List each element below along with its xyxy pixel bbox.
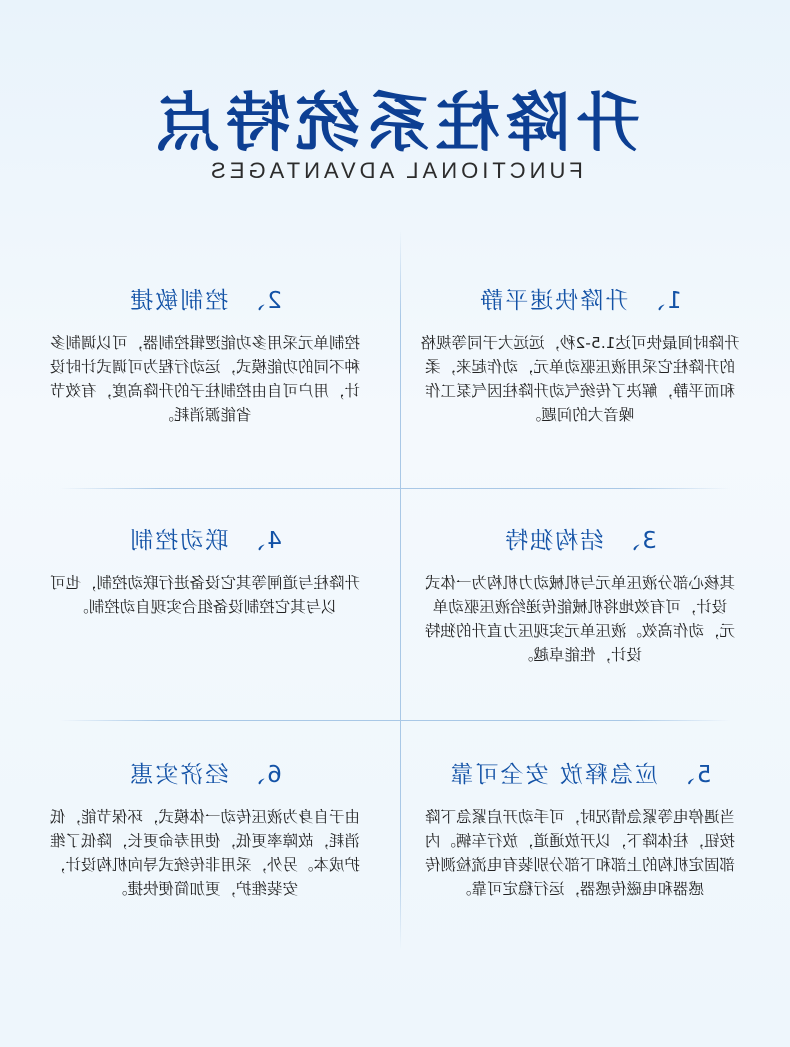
feature-number: 3、 [615,528,657,554]
page-title: 升降柱系统特点 [150,87,640,161]
feature-title: 控制敏捷 [128,288,229,314]
feature-card-4 [40,522,370,619]
feature-text: 控制单元采用多功能逻辑控制器，可以调制多种不同的功能模式，运动行程为可调式计时设计，用户可自由控制柱子的升降高度，有效节省能源消耗。 [50,334,361,424]
feature-number: 2、 [240,288,282,314]
feature-number: 4、 [240,528,282,554]
feature-heading [40,522,370,555]
feature-title: 升降快速平静 [478,288,629,314]
feature-title: 结构独特 [503,528,604,554]
feature-title: 应急释放 安全可靠 [448,762,658,788]
feature-heading [415,756,745,789]
feature-number: 6、 [240,762,282,788]
feature-text: 升降柱与道闸等其它设备进行联动控制，也可以与其它控制设备组合实现自动控制。 [50,574,361,616]
feature-title: 联动控制 [128,528,229,554]
feature-text: 升降时间最快可达1.5-2秒，远远大于同等规格的升降柱它采用液压驱动单元，动作起来，柔和而平静，解决了传统气动升降柱因气泵工作噪音大的问题。 [420,334,740,424]
feature-text: 当遇停电等紧急情况时，可手动开启紧急下降按钮，柱体降下，以开放通道，放行车辆。内部固定机构的上部和下部分别装有电流检测传感器和电磁传感器，运行稳定可靠。 [425,808,736,898]
feature-card-2 [40,282,370,427]
feature-heading [415,522,745,555]
feature-card-5 [415,756,745,901]
vertical-divider [400,230,401,950]
feature-text: 其核心部分液压单元与机械动力机构为一体式设计，可有效地将机械能传递给液压驱动单元，动作高效。液压单元实现压力直升的独特设计，性能卓越。 [425,574,736,664]
feature-heading [40,282,370,315]
horizontal-divider [60,720,730,721]
page-subtitle: FUNCTIONAL ADVANTAGES [207,158,583,183]
horizontal-divider [60,488,730,489]
feature-card-6 [40,756,370,901]
feature-number: 1、 [640,288,682,314]
feature-card-1 [415,282,745,427]
feature-number: 5、 [669,762,712,788]
feature-card-3 [415,522,745,667]
feature-text: 由于自身为液压传动一体模式，环保节能，低消耗，故障率更低，使用寿命更长，降低了维护成本。另外，采用非传统式导向机构设计，安装维护，更加简便快捷。 [50,808,361,898]
feature-heading [415,282,745,315]
feature-heading [40,756,370,789]
feature-title: 经济实惠 [128,762,229,788]
